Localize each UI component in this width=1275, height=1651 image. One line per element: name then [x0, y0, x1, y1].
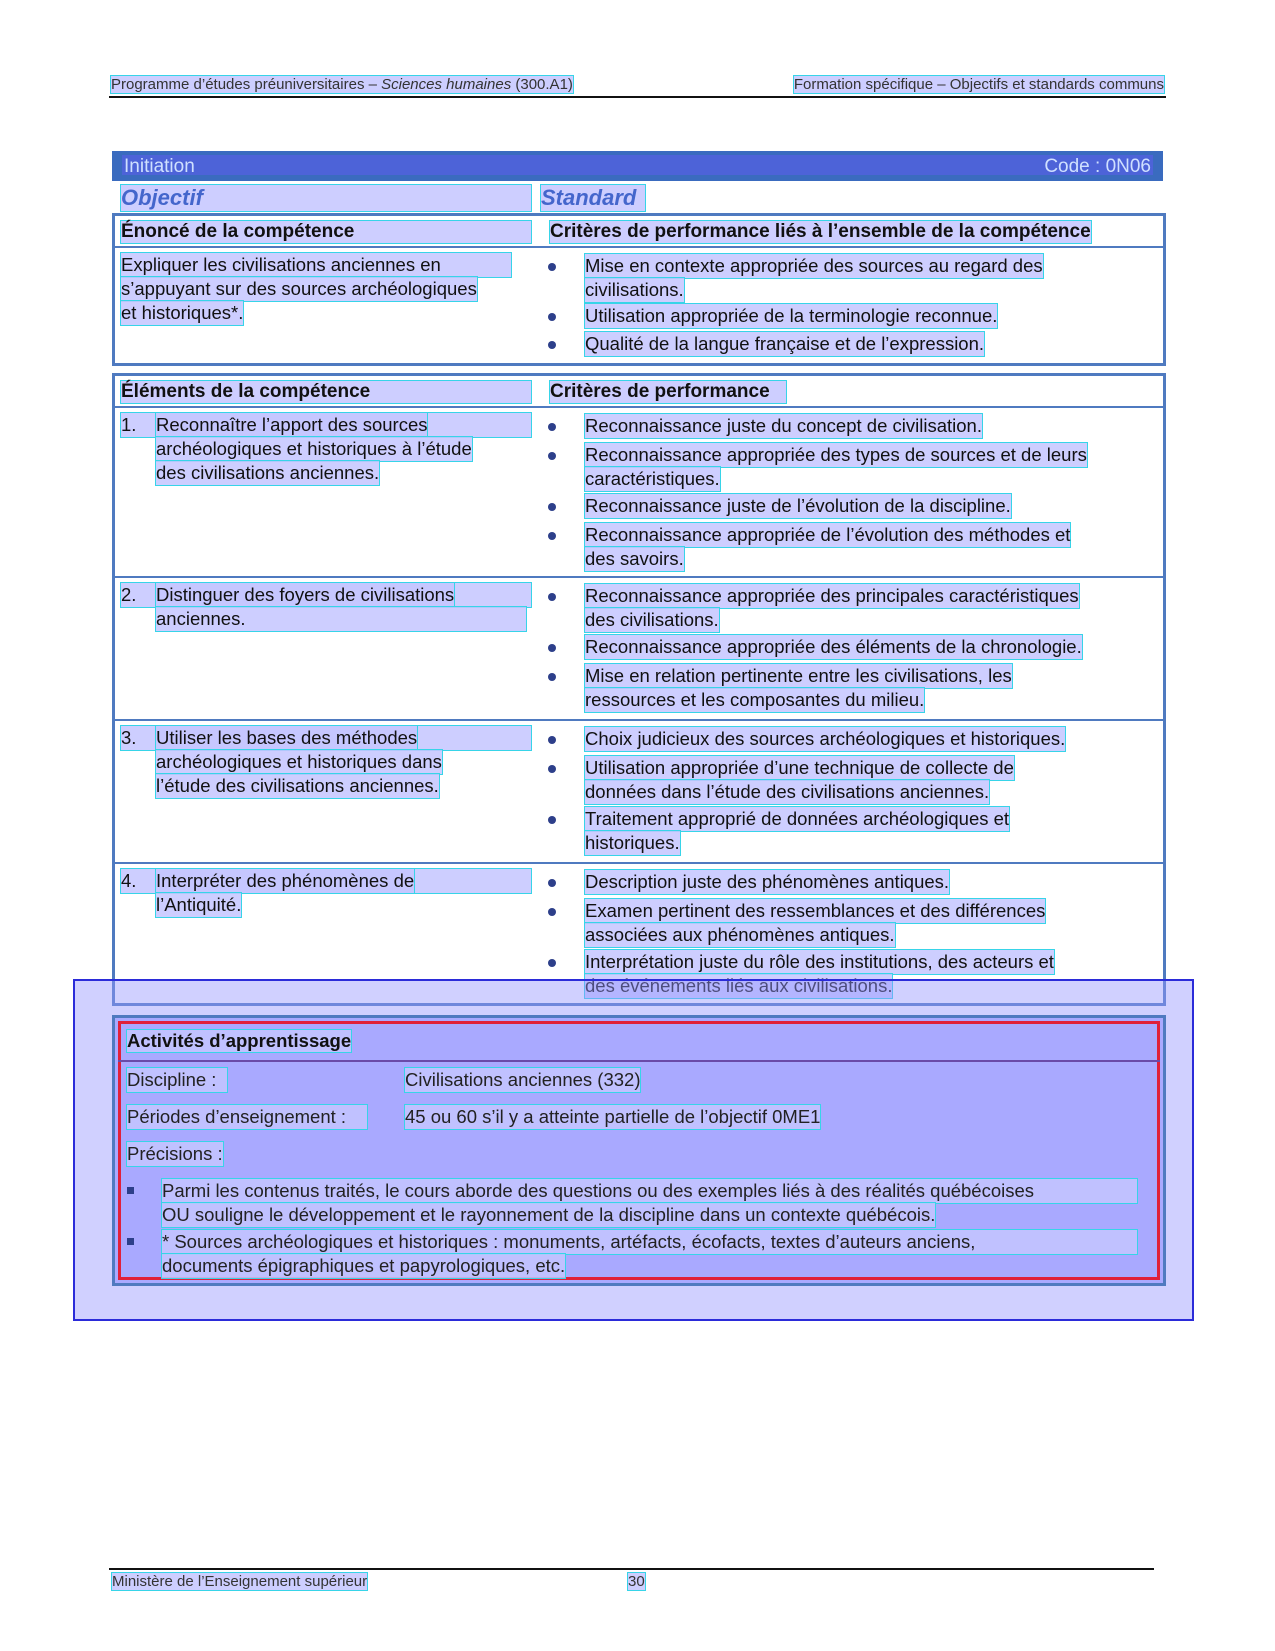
objective-heading: Objectif	[121, 185, 531, 211]
activities-divider	[118, 1060, 1160, 1062]
header-section: Formation spécifique – Objectifs et standards communs	[793, 76, 1164, 93]
competence-header-row	[115, 216, 1163, 248]
element-text-line: l’étude des civilisations anciennes.	[156, 775, 439, 796]
criterion-line: Reconnaissance juste du concept de civilisation.	[585, 415, 982, 436]
bullet-icon	[548, 765, 556, 773]
bullet-icon	[548, 736, 556, 744]
competence-statement-line: Expliquer les civilisations anciennes en	[121, 253, 511, 277]
bullet-icon	[548, 263, 556, 271]
elements-header-row	[115, 376, 1163, 408]
criterion-line: Utilisation appropriée d’une technique de collecte de	[585, 757, 1014, 778]
title-bar	[112, 151, 1163, 181]
criterion-line: ressources et les composantes du milieu.	[585, 689, 925, 710]
element-number: 4.	[121, 869, 531, 893]
activities-title: Activités d’apprentissage	[127, 1030, 352, 1051]
element-text-line: anciennes.	[156, 607, 526, 631]
criterion-line: Reconnaissance appropriée des éléments de la chronologie.	[585, 636, 1082, 657]
criterion-line: Qualité de la langue française et de l’expression.	[585, 333, 985, 354]
competence-statement-line: et historiques*.	[121, 302, 244, 323]
precision-line: documents épigraphiques et papyrologiques, etc.	[162, 1255, 566, 1276]
criterion-line: Utilisation appropriée de la terminologie reconnue.	[585, 305, 998, 326]
bullet-icon	[548, 423, 556, 431]
criterion-line: caractéristiques.	[585, 468, 720, 489]
level-label: Initiation	[124, 156, 195, 177]
element-row	[115, 578, 1163, 721]
precision-line: Parmi les contenus traités, le cours aborde des questions ou des exemples liés à des réalités québécoises	[162, 1179, 1137, 1203]
criterion-line: Examen pertinent des ressemblances et des différences	[585, 900, 1046, 921]
criterion-line: Interprétation juste du rôle des institutions, des acteurs et	[585, 951, 1054, 972]
bullet-icon	[548, 532, 556, 540]
precision-line: OU souligne le développement et le rayonnement de la discipline dans un contexte québécois.	[162, 1204, 936, 1225]
criterion-line: Traitement approprié de données archéologiques et	[585, 808, 1010, 829]
bullet-icon	[548, 593, 556, 601]
discipline-value: Civilisations anciennes (332)	[405, 1069, 641, 1090]
discipline-label: Discipline :	[127, 1068, 227, 1092]
title-bar-highlight	[122, 155, 1153, 175]
bullet-icon	[548, 644, 556, 652]
elements-criteria-header: Critères de performance	[550, 381, 786, 403]
elements-header: Éléments de la compétence	[121, 381, 531, 403]
criterion-line: données dans l’étude des civilisations anciennes.	[585, 781, 990, 802]
page-header	[109, 74, 1166, 98]
standard-heading: Standard	[541, 185, 645, 211]
criterion-line: Mise en contexte appropriée des sources au regard des	[585, 255, 1043, 276]
criterion-line: Reconnaissance juste de l’évolution de la discipline.	[585, 495, 1011, 516]
element-text-line: Distinguer des foyers de civilisations	[156, 584, 455, 605]
criterion-line: des civilisations.	[585, 609, 719, 630]
periods-label: Périodes d’enseignement :	[127, 1105, 367, 1129]
precision-line: * Sources archéologiques et historiques : monuments, artéfacts, écofacts, textes d’auteurs anciens,	[162, 1230, 1137, 1254]
criterion-line: historiques.	[585, 832, 680, 853]
elements-table	[112, 373, 1166, 1006]
element-text-line: archéologiques et historiques dans	[156, 751, 442, 772]
criterion-line: associées aux phénomènes antiques.	[585, 924, 895, 945]
element-text-line: l’Antiquité.	[156, 894, 242, 915]
precisions-label: Précisions :	[127, 1143, 223, 1164]
criterion-line: Reconnaissance appropriée des principales caractéristiques	[585, 585, 1079, 606]
competence-table	[112, 213, 1166, 366]
header-program: Programme d’études préuniversitaires – Sciences humaines (300.A1)	[111, 76, 573, 93]
footer-rule	[109, 1568, 1154, 1570]
element-text-line: Interpréter des phénomènes de	[156, 870, 415, 891]
course-code: Code : 0N06	[1044, 156, 1151, 177]
square-bullet-icon	[127, 1187, 134, 1194]
bullet-icon	[548, 503, 556, 511]
criterion-line: des événements liés aux civilisations.	[585, 975, 893, 996]
square-bullet-icon	[127, 1238, 134, 1245]
element-text-line: archéologiques et historiques à l’étude	[156, 438, 472, 459]
element-row	[115, 408, 1163, 578]
periods-value: 45 ou 60 s’il y a atteinte partielle de l’objectif 0ME1	[405, 1106, 821, 1127]
element-number: 3.	[121, 726, 531, 750]
criterion-line: Description juste des phénomènes antiques.	[585, 871, 950, 892]
bullet-icon	[548, 313, 556, 321]
element-text-line: des civilisations anciennes.	[156, 462, 380, 483]
element-number: 1.	[121, 413, 531, 437]
criterion-line: Mise en relation pertinente entre les civilisations, les	[585, 665, 1012, 686]
element-text-line: Utiliser les bases des méthodes	[156, 727, 418, 748]
element-row	[115, 721, 1163, 864]
criterion-line: des savoirs.	[585, 548, 684, 569]
criterion-line: Reconnaissance appropriée des types de sources et de leurs	[585, 444, 1087, 465]
bullet-icon	[548, 959, 556, 967]
element-number: 2.	[121, 583, 531, 607]
bullet-icon	[548, 452, 556, 460]
criterion-line: Reconnaissance appropriée de l’évolution des méthodes et	[585, 524, 1071, 545]
criterion-line: Choix judicieux des sources archéologiques et historiques.	[585, 728, 1066, 749]
footer-ministry: Ministère de l’Enseignement supérieur	[112, 1573, 368, 1590]
competence-statement-header: Énoncé de la compétence	[121, 221, 531, 243]
competence-criteria-header: Critères de performance liés à l’ensemble de la compétence	[550, 221, 1091, 242]
bullet-icon	[548, 908, 556, 916]
bullet-icon	[548, 879, 556, 887]
criterion-line: civilisations.	[585, 279, 684, 300]
competence-body	[115, 248, 1163, 360]
bullet-icon	[548, 816, 556, 824]
page-number: 30	[628, 1573, 645, 1590]
learning-activities-box	[112, 1015, 1166, 1286]
bullet-icon	[548, 673, 556, 681]
competence-statement-line: s’appuyant sur des sources archéologiques	[121, 278, 477, 299]
element-text-line: Reconnaître l’apport des sources	[156, 414, 428, 435]
bullet-icon	[548, 341, 556, 349]
